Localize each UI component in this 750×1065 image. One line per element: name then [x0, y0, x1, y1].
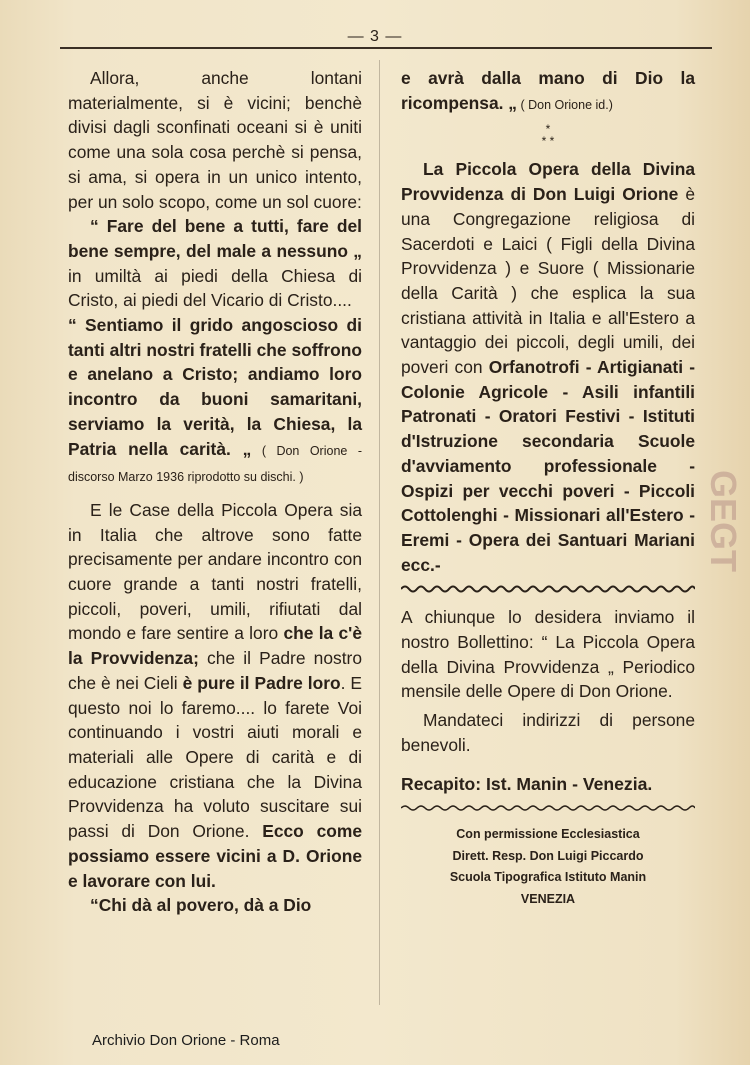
paragraph-bollettino: A chiunque lo desidera inviamo il nostro Bollettino: “ La Piccola Opera della Divina Provvidenza „ Periodico mensile delle Opere di Don Orione.: [401, 607, 695, 702]
quote-fare-del-bene: [68, 214, 362, 313]
paragraph-allora: Allora, anche lontani materialmente, si è vicini; benchè divisi dagli sconfinati oceani si è uniti come una sola cosa perchè si pensa, si ama, si opera in un unico intento, per un solo scopo, come un sol cuore:: [68, 68, 362, 212]
works-list: Orfanotrofi - Artigianati - Colonie Agricole - Asili infantili Patronati - Oratori Festivi - Istituti d'Istruzione secondaria Scuole d'avviamento professionale - Ospizi per vecchi poveri - Piccoli Cottolenghi - Missionari all'Estero - Eremi - Opera dei Santuari Mariani ecc.-: [401, 357, 695, 575]
quote-text: in umiltà ai piedi della Chiesa di Cristo, ai piedi del Vicario di Cristo....: [68, 265, 362, 311]
quote-sentiamo: [68, 313, 362, 490]
section-separator-stars: * * *: [541, 122, 555, 149]
left-column: [68, 66, 362, 918]
archive-stamp: GEGT: [703, 470, 744, 573]
paragraph-case: E le Case della Piccola Opera sia in Italia che altrove sono fatte precisamente per andare incontro con cuore grande a tanti nostri fratelli, piccoli, poveri, umili, rifiutati dal mondo e fare sentire a loro che la c'è la Provvidenza; che il Padre nostro che è nei Cieli è pure il Padre loro. E questo noi lo faremo.... lo farete Voi continuando i vostri aiuti morali e materiali alle Opere di carità e di educazione cristiana che la Divina Provvidenza ha voluto suscitare sui passi di Don Orione. Ecco come possiamo essere vicini a D. Orione e lavorare con lui.: [68, 499, 363, 891]
page-number: — 3 —: [347, 28, 403, 45]
quote-bold: “ Fare del bene a tutti, fare del bene sempre, del male a nessuno „: [68, 216, 362, 261]
quote-continuation: e avrà dalla mano di Dio la ricompensa. „ ( Don Orione id.): [401, 68, 695, 113]
paragraph-indirizzi: Mandateci indirizzi di persone benevoli.: [401, 710, 695, 755]
paragraph-piccola-opera: La Piccola Opera della Divina Provvidenza di Don Luigi Orione è una Congregazione religiosa di Sacerdoti e Laici ( Figli della Divina Provvidenza ) e Suore ( Missionarie della Carità ) che esplica la sua cristiana attività in Italia e all'Estero a vantaggio dei piccoli, degli umili, dei poveri con Orfanotrofi - Artigianati - Colonie Agricole - Asili infantili Patronati - Oratori Festivi - Istituti d'Istruzione secondaria Scuole d'avviamento professionale - Ospizi per vecchi poveri - Piccoli Cottolenghi - Missionari all'Estero - Eremi - Opera dei Santuari Mariani ecc.-: [401, 159, 695, 575]
quote-bold: “ Sentiamo il grido angoscioso di tanti altri nostri fratelli che soffrono e anelano a Cristo; andiamo loro incontro da buoni samaritani, serviamo la verità, la Chiesa, la Patria nella carità. „: [68, 315, 362, 459]
publication-credits: Con permissione Ecclesiastica Dirett. Resp. Don Luigi Piccardo Scuola Tipografica Istituto Manin VENEZIA: [449, 827, 647, 906]
quote-source: ( Don Orione - discorso Marzo 1936 riprodotto su dischi. ): [68, 443, 362, 485]
header-rule: [60, 47, 712, 49]
archive-footer: Archivio Don Orione - Roma: [92, 1032, 280, 1049]
right-column: [401, 66, 695, 910]
wavy-rule-bottom: [401, 802, 695, 814]
quote-source: ( Don Orione id.): [516, 97, 613, 112]
column-divider: [379, 60, 380, 1005]
recapito: Recapito: Ist. Manin - Venezia.: [401, 773, 653, 794]
wavy-rule: [401, 583, 695, 595]
quote-chi-da: “Chi dà al povero, dà a Dio: [90, 895, 312, 916]
